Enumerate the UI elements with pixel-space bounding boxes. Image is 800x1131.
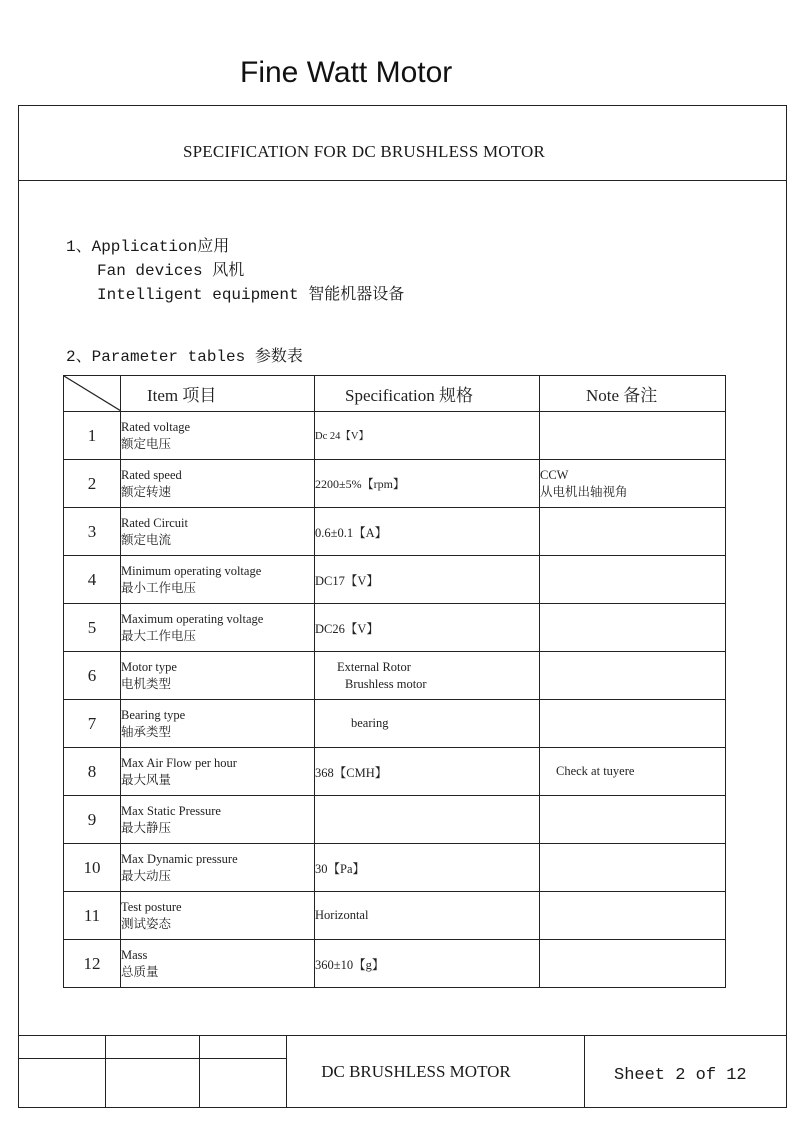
row-number: 3 (64, 508, 121, 556)
header-diagonal-cell (64, 376, 121, 412)
row-spec: DC17【V】 (315, 556, 540, 604)
header-note: Note 备注 (540, 376, 726, 412)
row-note (540, 940, 726, 988)
row-note (540, 412, 726, 460)
application-line-2: Intelligent equipment 智能机器设备 (97, 286, 405, 304)
row-item (121, 844, 315, 892)
item-en: Rated Circuit (121, 515, 188, 530)
item-zh: 测试姿态 (121, 916, 172, 931)
item-en: Max Dynamic pressure (121, 851, 238, 866)
header-specification: Specification 规格 (315, 376, 540, 412)
row-note (540, 508, 726, 556)
table-row (64, 652, 726, 700)
row-number: 6 (64, 652, 121, 700)
row-spec: Horizontal (315, 892, 540, 940)
footer-cell (200, 1035, 287, 1108)
item-zh: 轴承类型 (121, 724, 172, 739)
parameter-table (63, 375, 726, 988)
table-row (64, 796, 726, 844)
item-zh: 额定电流 (121, 532, 172, 547)
item-en: Max Air Flow per hour (121, 755, 237, 770)
row-note (540, 460, 726, 508)
table-header-row (64, 376, 726, 412)
item-zh: 额定转速 (121, 484, 172, 499)
row-item (121, 796, 315, 844)
row-spec: DC26【V】 (315, 604, 540, 652)
table-row (64, 844, 726, 892)
table-row (64, 604, 726, 652)
table-row (64, 700, 726, 748)
row-item (121, 700, 315, 748)
section-application-heading: 1、Application应用 (66, 238, 230, 256)
item-zh: 最大风量 (121, 772, 172, 787)
row-number: 10 (64, 844, 121, 892)
item-en: Rated voltage (121, 419, 191, 434)
note-line-1: CCW (540, 467, 569, 482)
row-number: 12 (64, 940, 121, 988)
item-zh: 最大动压 (121, 868, 172, 883)
item-en: Bearing type (121, 707, 186, 722)
row-item (121, 556, 315, 604)
item-zh: 总质量 (121, 964, 159, 979)
table-row (64, 460, 726, 508)
item-zh: 电机类型 (121, 676, 172, 691)
row-number: 11 (64, 892, 121, 940)
document-title: SPECIFICATION FOR DC BRUSHLESS MOTOR (182, 142, 546, 161)
note-line-2: 从电机出轴视角 (540, 484, 628, 499)
row-note (540, 892, 726, 940)
row-number: 1 (64, 412, 121, 460)
row-spec: 0.6±0.1【A】 (315, 508, 540, 556)
row-spec: 360±10【g】 (315, 940, 540, 988)
row-item (121, 508, 315, 556)
item-zh: 最小工作电压 (121, 580, 197, 595)
row-item (121, 748, 315, 796)
item-en: Maximum operating voltage (121, 611, 264, 626)
item-zh: 额定电压 (121, 436, 172, 451)
row-spec (315, 796, 540, 844)
row-note (540, 700, 726, 748)
table-row (64, 940, 726, 988)
row-note (540, 652, 726, 700)
row-item (121, 652, 315, 700)
row-note (540, 556, 726, 604)
spec-line-2: Brushless motor (345, 676, 427, 691)
spec-line-1: External Rotor (337, 659, 411, 674)
row-item (121, 412, 315, 460)
footer-product-name: DC BRUSHLESS MOTOR (321, 1062, 511, 1081)
header-item: Item 项目 (121, 376, 315, 412)
row-spec: 368【CMH】 (315, 748, 540, 796)
row-number: 2 (64, 460, 121, 508)
row-note (540, 604, 726, 652)
row-spec: bearing (315, 700, 540, 748)
item-zh: 最大静压 (121, 820, 172, 835)
row-note (540, 844, 726, 892)
row-number: 8 (64, 748, 121, 796)
title-divider (18, 180, 787, 181)
application-line-1: Fan devices 风机 (97, 262, 245, 280)
row-item (121, 460, 315, 508)
row-spec (315, 652, 540, 700)
row-spec: 2200±5%【rpm】 (315, 460, 540, 508)
item-en: Mass (121, 947, 148, 962)
row-note (540, 796, 726, 844)
brand-title: Fine Watt Motor (240, 56, 453, 89)
row-number: 7 (64, 700, 121, 748)
item-en: Max Static Pressure (121, 803, 221, 818)
row-spec: Dc 24【V】 (315, 412, 540, 460)
row-note: Check at tuyere (540, 748, 726, 796)
row-item (121, 940, 315, 988)
table-row (64, 508, 726, 556)
item-en: Rated speed (121, 467, 182, 482)
table-row (64, 748, 726, 796)
row-number: 9 (64, 796, 121, 844)
item-zh: 最大工作电压 (121, 628, 197, 643)
item-en: Test posture (121, 899, 182, 914)
item-en: Minimum operating voltage (121, 563, 262, 578)
row-spec: 30【Pa】 (315, 844, 540, 892)
table-row (64, 556, 726, 604)
section-parameter-heading: 2、Parameter tables 参数表 (66, 348, 303, 366)
table-row (64, 412, 726, 460)
row-item (121, 892, 315, 940)
table-row (64, 892, 726, 940)
row-number: 4 (64, 556, 121, 604)
row-item (121, 604, 315, 652)
footer-cell (106, 1035, 200, 1108)
row-number: 5 (64, 604, 121, 652)
diagonal-line-icon (64, 376, 121, 411)
item-en: Motor type (121, 659, 177, 674)
footer-cell (18, 1035, 106, 1108)
sheet-number: Sheet 2 of 12 (614, 1066, 747, 1085)
